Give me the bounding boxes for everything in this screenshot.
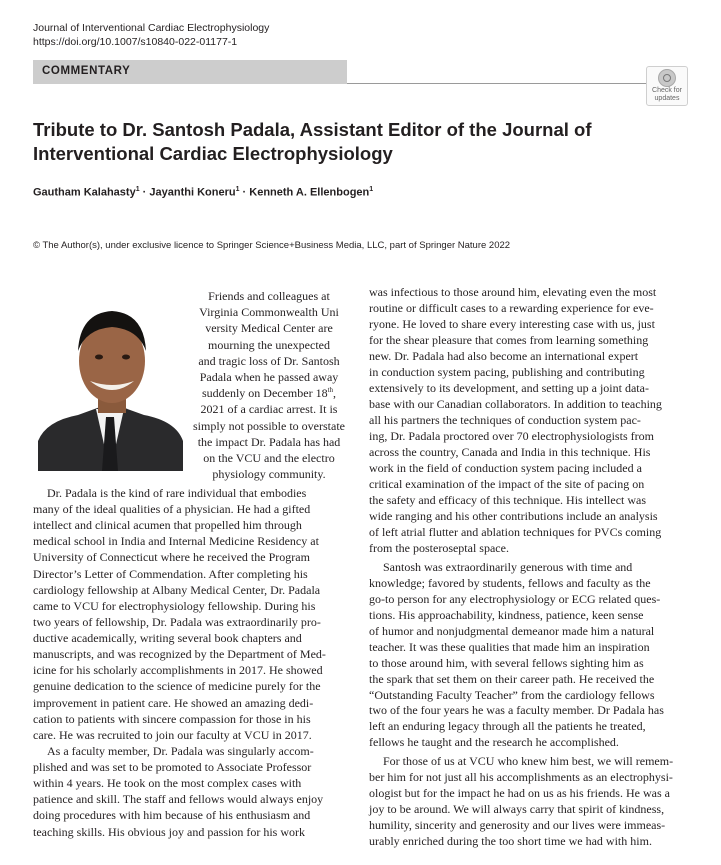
left-line: ductive academically, writing several book chapters and bbox=[33, 631, 302, 646]
right-line: urably enriched during the too short time we had with him. bbox=[369, 834, 652, 849]
intro-line: the impact Dr. Padala has had bbox=[197, 434, 341, 449]
header-rule bbox=[347, 83, 687, 84]
author-name[interactable]: Gautham Kalahasty bbox=[33, 186, 136, 199]
left-line: care. He was recruited to join our faculty at VCU in 2017. bbox=[33, 727, 312, 742]
left-line: improvement in patient care. He showed an amazing dedi- bbox=[33, 695, 314, 710]
intro-line: and tragic loss of Dr. Santosh bbox=[198, 353, 340, 368]
left-line: University of Connecticut where he received the Program bbox=[33, 550, 310, 565]
check-updates-label: Check for updates bbox=[652, 87, 682, 102]
intro-line: Virginia Commonwealth Uni bbox=[199, 305, 339, 320]
intro-line: on the VCU and the electro bbox=[203, 451, 335, 465]
copyright-notice: © The Author(s), under exclusive licence to Springer Science+Business Media, LLC, part of Springer Nature 2022 bbox=[33, 240, 511, 251]
right-line: all his partners the techniques of conduction system pac- bbox=[369, 412, 641, 427]
right-line: was infectious to those around him, elevating even the most bbox=[369, 285, 657, 299]
left-line: teaching skills. His obvious joy and passion for his work bbox=[33, 824, 305, 839]
left-line: icine for his scholarly accomplishments in 2017. He showed bbox=[33, 663, 323, 678]
left-line: As a faculty member, Dr. Padala was singularly accom- bbox=[47, 743, 314, 758]
left-line: many of the ideal qualities of a physician. He had a gifted bbox=[33, 502, 311, 517]
author-affiliation: 1 bbox=[369, 186, 374, 193]
right-line: routine or difficult cases to a rewarding experience for eve- bbox=[369, 300, 654, 315]
intro-line: versity Medical Center are bbox=[205, 321, 333, 336]
left-line: Director’s Letter of Commendation. After completing his bbox=[33, 566, 308, 581]
left-line: came to VCU for electrophysiology fellowship. During his bbox=[33, 598, 316, 613]
right-line: to those around him, with several fellows sighting him as bbox=[369, 655, 644, 670]
right-line: knowledge; favored by students, fellows and faculty as the bbox=[369, 575, 651, 590]
right-line: base with our Canadian collaborators. In addition to teaching bbox=[369, 396, 662, 411]
right-line: teacher. It was these qualities that made him an inspiration bbox=[369, 639, 650, 654]
right-line: the spark that set them on their career path. He received the bbox=[369, 671, 655, 686]
left-line: within 4 years. He took on the most complex cases with bbox=[33, 776, 302, 791]
author-name[interactable]: Kenneth A. Ellenbogen bbox=[249, 186, 370, 199]
left-line: cation to patients with sincere compassion for those in his bbox=[33, 711, 311, 726]
right-line: left an enduring legacy through all the patients he treated, bbox=[369, 719, 646, 734]
doi-link[interactable]: https://doi.org/10.1007/s10840-022-01177-1 bbox=[33, 36, 238, 48]
author-affiliation: 1 bbox=[135, 186, 140, 193]
right-line: humility, sincerity and generosity and our lives were immeas- bbox=[369, 818, 666, 833]
author-separator: · bbox=[139, 186, 150, 199]
right-line: critical examination of the impact of the site of pacing on bbox=[369, 476, 645, 491]
right-line: from the posteroseptal space. bbox=[369, 540, 509, 555]
right-line: Santosh was extraordinarily generous with time and bbox=[383, 559, 633, 574]
right-line: joy to be around. We will always carry that spirit of kindness, bbox=[369, 802, 665, 817]
left-line: doing procedures with him because of his enthusiasm and bbox=[33, 808, 311, 823]
author-separator: · bbox=[239, 186, 250, 199]
right-line: ber him for not just all his accomplishments as an electrophysi- bbox=[369, 770, 673, 785]
section-label: COMMENTARY bbox=[42, 65, 131, 77]
right-line: ologist but for the impact he had on us as his friends. He was a bbox=[369, 786, 670, 801]
right-line: ryone. He loved to share every interesting case with us, just bbox=[369, 316, 655, 331]
right-line: across the country, Canada and India in this technique. His bbox=[369, 444, 651, 459]
left-line: cardiology fellowship at Albany Medical Center, Dr. Padala bbox=[33, 582, 321, 597]
right-line: two of the four years he was a faculty member. Dr Padala has bbox=[369, 703, 664, 718]
right-line: go-to person for any electrophysiology or ECG related ques- bbox=[369, 591, 661, 606]
left-line: Dr. Padala is the kind of rare individual that embodies bbox=[47, 486, 307, 500]
right-line: extensively to its development, and setting up a joint data- bbox=[369, 380, 649, 395]
author-list bbox=[33, 186, 373, 199]
left-line: genuine dedication to the science of medicine purely for the bbox=[33, 679, 321, 694]
left-line: intellect and clinical acumen that propelled him through bbox=[33, 518, 302, 533]
check-updates-icon bbox=[658, 69, 676, 87]
intro-line: simply not possible to overstate bbox=[193, 418, 345, 433]
right-line: the safety and efficacy of this technique. His intellect was bbox=[369, 492, 647, 507]
left-line: two years of fellowship, Dr. Padala was extraordinarily pro- bbox=[33, 614, 321, 629]
left-line: plished and was set to be promoted to Associate Professor bbox=[33, 760, 312, 775]
check-for-updates-button[interactable] bbox=[646, 66, 688, 106]
intro-line: suddenly on December 18th, bbox=[201, 386, 337, 401]
intro-line: mourning the unexpected bbox=[208, 337, 330, 352]
author-affiliation: 1 bbox=[235, 186, 240, 193]
intro-line: physiology community. bbox=[212, 467, 326, 482]
section-label-bar bbox=[33, 60, 347, 84]
intro-line: 2021 of a cardiac arrest. It is bbox=[200, 402, 338, 417]
right-line: ing, Dr. Padala proctored over 70 electrophysiologists from bbox=[369, 428, 654, 443]
right-line: new. Dr. Padala had also become an international expert bbox=[369, 348, 639, 363]
right-line: work in the field of conduction system pacing included a bbox=[369, 460, 642, 475]
article-title: Tribute to Dr. Santosh Padala, Assistant Editor of the Journal of Interventional Cardiac Electrophysiology bbox=[33, 119, 592, 164]
right-line: of humor and nonjudgmental demeanor made him a natural bbox=[369, 623, 655, 638]
intro-line: Padala when he passed away bbox=[199, 370, 339, 384]
journal-header bbox=[33, 21, 269, 49]
left-line: manuscripts, and was recognized by the Department of Med- bbox=[33, 647, 326, 662]
right-line: For those of us at VCU who knew him best, we will remem- bbox=[383, 754, 674, 769]
right-line: wide ranging and his other contributions include an analysis bbox=[369, 508, 658, 523]
intro-line: Friends and colleagues at bbox=[208, 289, 330, 303]
right-line: tions. His approachability, kindness, patience, keen sense bbox=[369, 607, 644, 622]
right-line: of left atrial flutter and ablation techniques for PVCs coming bbox=[369, 524, 662, 539]
author-name[interactable]: Jayanthi Koneru bbox=[149, 186, 236, 199]
left-line: patience and skill. The staff and fellows would always enjoy bbox=[33, 792, 324, 807]
portrait-photo bbox=[38, 289, 183, 471]
right-line: “Outstanding Faculty Teacher” from the cardiology fellows bbox=[369, 687, 655, 702]
right-line: for the shear pleasure that comes from learning something bbox=[369, 332, 649, 347]
right-line: in conduction system pacing, publishing and contributing bbox=[369, 364, 645, 379]
right-line: fellows he taught and the research he accomplished. bbox=[369, 735, 619, 750]
journal-name: Journal of Interventional Cardiac Electrophysiology bbox=[33, 22, 270, 34]
left-line: medical school in India and Internal Medicine Residency at bbox=[33, 534, 319, 549]
